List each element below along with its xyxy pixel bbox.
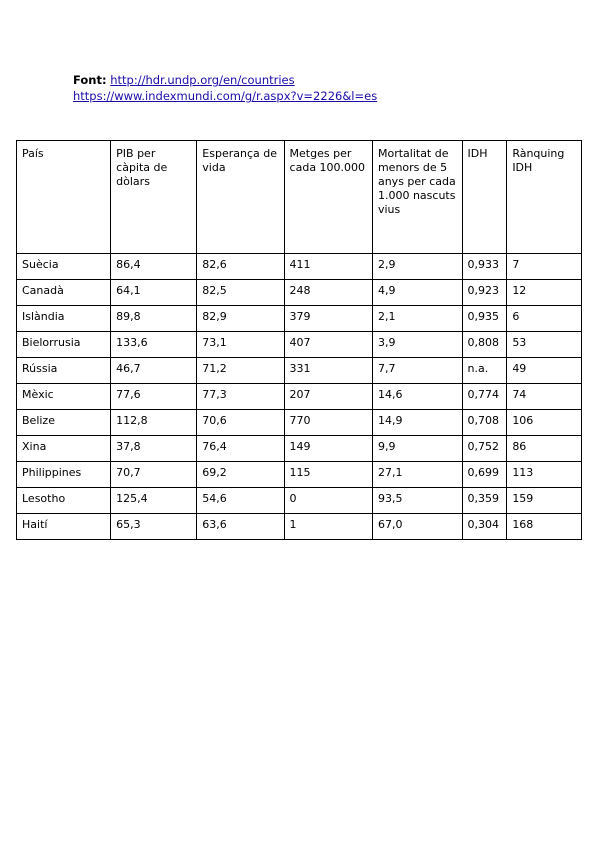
- cell-child-mortality: 2,1: [372, 306, 462, 332]
- cell-country: Lesotho: [17, 488, 111, 514]
- source-link-indexmundi[interactable]: https://www.indexmundi.com/g/r.aspx?v=2226&l=es: [73, 89, 378, 103]
- cell-gdp: 65,3: [111, 514, 197, 540]
- cell-life-expectancy: 73,1: [197, 332, 284, 358]
- cell-hdi: 0,933: [462, 254, 507, 280]
- cell-country: Philippines: [17, 462, 111, 488]
- cell-child-mortality: 67,0: [372, 514, 462, 540]
- cell-gdp: 112,8: [111, 410, 197, 436]
- cell-life-expectancy: 82,9: [197, 306, 284, 332]
- cell-hdi: 0,708: [462, 410, 507, 436]
- source-label: Font:: [73, 73, 107, 87]
- cell-gdp: 37,8: [111, 436, 197, 462]
- cell-doctors: 379: [284, 306, 372, 332]
- cell-gdp: 125,4: [111, 488, 197, 514]
- cell-life-expectancy: 82,5: [197, 280, 284, 306]
- cell-hdi: n.a.: [462, 358, 507, 384]
- cell-life-expectancy: 69,2: [197, 462, 284, 488]
- cell-doctors: 407: [284, 332, 372, 358]
- table-row: [17, 254, 582, 280]
- cell-hdi: 0,808: [462, 332, 507, 358]
- cell-doctors: 411: [284, 254, 372, 280]
- cell-life-expectancy: 70,6: [197, 410, 284, 436]
- cell-life-expectancy: 54,6: [197, 488, 284, 514]
- table-row: [17, 306, 582, 332]
- cell-child-mortality: 2,9: [372, 254, 462, 280]
- cell-hdi-rank: 6: [507, 306, 582, 332]
- cell-gdp: 46,7: [111, 358, 197, 384]
- cell-doctors: 248: [284, 280, 372, 306]
- cell-hdi: 0,774: [462, 384, 507, 410]
- cell-country: Suècia: [17, 254, 111, 280]
- cell-doctors: 0: [284, 488, 372, 514]
- cell-country: Islàndia: [17, 306, 111, 332]
- table-header-row: [17, 141, 582, 254]
- cell-country: Haití: [17, 514, 111, 540]
- cell-hdi-rank: 53: [507, 332, 582, 358]
- cell-child-mortality: 14,6: [372, 384, 462, 410]
- cell-doctors: 331: [284, 358, 372, 384]
- cell-doctors: 115: [284, 462, 372, 488]
- cell-hdi-rank: 106: [507, 410, 582, 436]
- source-link-undp[interactable]: http://hdr.undp.org/en/countries: [110, 73, 295, 87]
- table-row: [17, 384, 582, 410]
- cell-child-mortality: 93,5: [372, 488, 462, 514]
- table-row: [17, 436, 582, 462]
- cell-country: Rússia: [17, 358, 111, 384]
- cell-life-expectancy: 71,2: [197, 358, 284, 384]
- cell-hdi-rank: 49: [507, 358, 582, 384]
- source-line-1: [73, 72, 377, 88]
- header-hdi: IDH: [462, 141, 507, 254]
- cell-doctors: 149: [284, 436, 372, 462]
- cell-country: Bielorrusia: [17, 332, 111, 358]
- cell-child-mortality: 14,9: [372, 410, 462, 436]
- sources-block: [73, 72, 377, 104]
- table-row: [17, 332, 582, 358]
- cell-hdi: 0,304: [462, 514, 507, 540]
- table-row: [17, 488, 582, 514]
- cell-country: Mèxic: [17, 384, 111, 410]
- cell-country: Xina: [17, 436, 111, 462]
- cell-child-mortality: 27,1: [372, 462, 462, 488]
- table-row: [17, 462, 582, 488]
- cell-hdi: 0,752: [462, 436, 507, 462]
- cell-country: Belize: [17, 410, 111, 436]
- cell-gdp: 86,4: [111, 254, 197, 280]
- table-row: [17, 358, 582, 384]
- cell-doctors: 770: [284, 410, 372, 436]
- table-row: [17, 280, 582, 306]
- table-row: [17, 514, 582, 540]
- cell-hdi-rank: 74: [507, 384, 582, 410]
- cell-doctors: 1: [284, 514, 372, 540]
- country-data-table: [16, 140, 582, 540]
- cell-life-expectancy: 82,6: [197, 254, 284, 280]
- cell-child-mortality: 3,9: [372, 332, 462, 358]
- cell-child-mortality: 7,7: [372, 358, 462, 384]
- cell-hdi-rank: 7: [507, 254, 582, 280]
- cell-country: Canadà: [17, 280, 111, 306]
- cell-hdi: 0,359: [462, 488, 507, 514]
- cell-gdp: 64,1: [111, 280, 197, 306]
- header-child-mortality: Mortalitat de menors de 5 anys per cada 1.000 nascuts vius: [372, 141, 462, 254]
- header-country: País: [17, 141, 111, 254]
- cell-hdi-rank: 159: [507, 488, 582, 514]
- cell-gdp: 77,6: [111, 384, 197, 410]
- cell-hdi-rank: 168: [507, 514, 582, 540]
- source-line-2: [73, 88, 377, 104]
- cell-hdi-rank: 113: [507, 462, 582, 488]
- cell-gdp: 89,8: [111, 306, 197, 332]
- cell-life-expectancy: 77,3: [197, 384, 284, 410]
- cell-child-mortality: 4,9: [372, 280, 462, 306]
- header-hdi-rank: Rànquing IDH: [507, 141, 582, 254]
- header-doctors: Metges per cada 100.000: [284, 141, 372, 254]
- cell-child-mortality: 9,9: [372, 436, 462, 462]
- header-gdp: PIB per càpita de dòlars: [111, 141, 197, 254]
- cell-doctors: 207: [284, 384, 372, 410]
- cell-hdi: 0,923: [462, 280, 507, 306]
- cell-hdi-rank: 12: [507, 280, 582, 306]
- cell-gdp: 70,7: [111, 462, 197, 488]
- header-life-expectancy: Esperança de vida: [197, 141, 284, 254]
- cell-hdi: 0,935: [462, 306, 507, 332]
- table-row: [17, 410, 582, 436]
- cell-hdi-rank: 86: [507, 436, 582, 462]
- cell-gdp: 133,6: [111, 332, 197, 358]
- cell-life-expectancy: 63,6: [197, 514, 284, 540]
- cell-life-expectancy: 76,4: [197, 436, 284, 462]
- cell-hdi: 0,699: [462, 462, 507, 488]
